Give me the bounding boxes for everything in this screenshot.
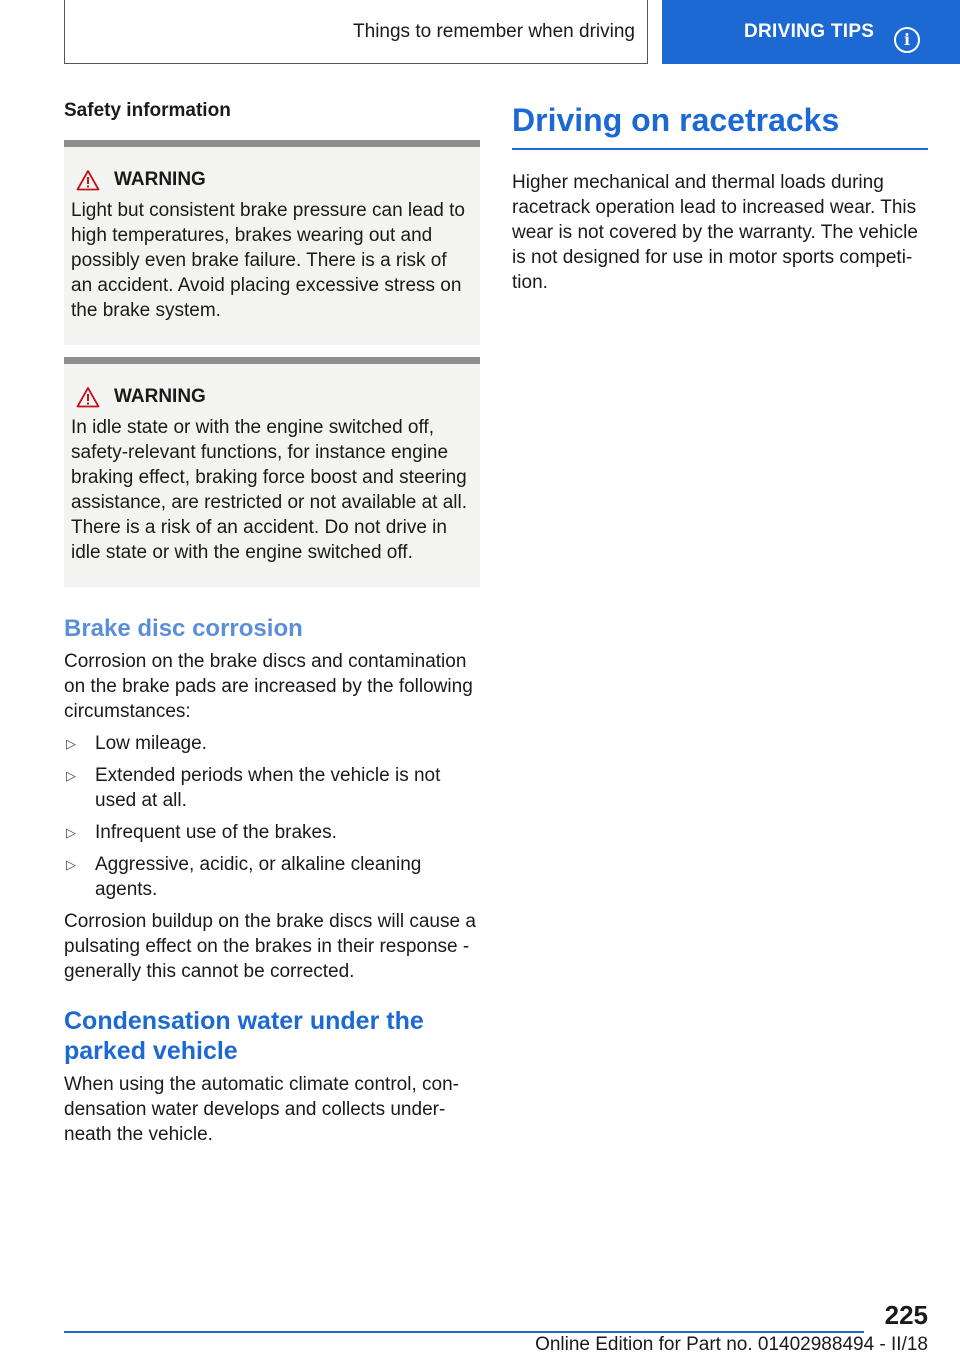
list-item: ▷ Extended periods when the vehicle is not used at all.	[66, 765, 441, 811]
warning-box	[64, 357, 480, 587]
warning-text: Light but consistent brake pressure can lead to high temperatures, brakes wearing out and possibly even brake failure. There is a risk of an accident. Avoid placing excessive stress on the brake system.	[71, 200, 465, 321]
racetracks-text: Higher mechanical and thermal loads during racetrack operation lead to increased wear. This wear is not covered by the warranty. The vehicle is not designed for use in motor sports competition.	[512, 172, 918, 293]
triangle-bullet-icon: ▷	[66, 825, 76, 840]
list-item: ▷ Aggressive, acidic, or alkaline cleaning agents.	[66, 854, 422, 900]
brake-disc-list	[64, 731, 480, 902]
header-section-title	[64, 0, 648, 64]
list-item: ▷ Infrequent use of the brakes.	[66, 822, 337, 843]
warning-title-row	[71, 384, 472, 409]
racetracks-heading: Driving on racetracks	[512, 100, 928, 150]
right-column	[512, 100, 928, 295]
left-column	[64, 100, 480, 1147]
list-item: ▷ Low mileage.	[66, 733, 207, 754]
triangle-bullet-icon: ▷	[66, 857, 76, 872]
section-title-text: Things to remember when driving	[353, 20, 635, 42]
chapter-title-text: DRIVING TIPS	[744, 21, 875, 42]
triangle-bullet-icon: ▷	[66, 768, 76, 783]
condensation-text: When using the automatic climate control, condensation water develops and collects underneath the vehicle.	[64, 1074, 459, 1145]
section-heading: Safety information	[64, 100, 231, 121]
warning-title-row	[71, 167, 472, 192]
page-number: 225	[884, 1300, 928, 1330]
info-icon[interactable]: i	[894, 27, 920, 53]
brake-disc-intro: Corrosion on the brake discs and contamination on the brake pads are increased by the following circumstances:	[64, 651, 473, 722]
triangle-bullet-icon: ▷	[66, 736, 76, 751]
warning-triangle-icon	[76, 169, 100, 191]
brake-disc-heading: Brake disc corrosion	[64, 615, 303, 642]
footer-divider	[64, 1331, 864, 1333]
warning-title: WARNING	[114, 386, 206, 407]
warning-text: In idle state or with the engine switched off, safety-relevant functions, for instance engine braking effect, braking force boost and steering assistance, are restricted or not available at all. There is a risk of an accident. Do not drive in idle state or with the engine switched off.	[71, 417, 468, 563]
warning-box	[64, 140, 480, 345]
condensation-heading: Condensation water under the parked vehicle	[64, 1007, 424, 1065]
brake-disc-outro: Corrosion buildup on the brake discs will cause a pulsating effect on the brakes in their response - generally this cannot be corrected.	[64, 911, 476, 982]
warning-triangle-icon	[76, 386, 100, 408]
footer-edition: Online Edition for Part no. 01402988494 - II/18	[535, 1334, 928, 1355]
warning-title: WARNING	[114, 169, 206, 190]
